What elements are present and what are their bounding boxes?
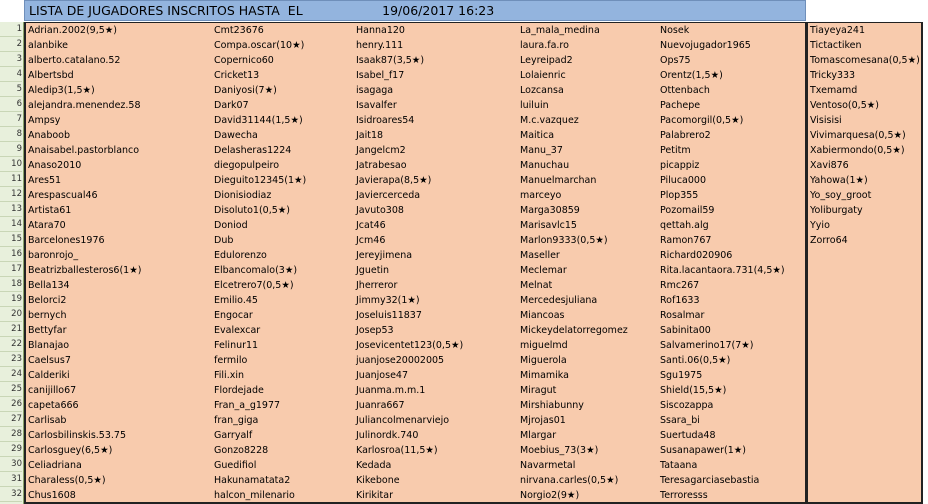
player-cell[interactable]: Carlisab <box>28 415 67 426</box>
player-cell[interactable]: Yoliburgaty <box>810 205 863 216</box>
player-cell[interactable]: David31144(1,5★) <box>214 115 303 126</box>
player-cell[interactable]: henry.111 <box>356 40 404 51</box>
player-cell[interactable]: Piluca000 <box>660 175 706 186</box>
player-cell[interactable]: Marga30859 <box>520 205 580 216</box>
player-cell[interactable]: baronrojo_ <box>28 250 79 261</box>
player-cell[interactable]: fran_giga <box>214 415 259 426</box>
player-cell[interactable]: Manuchau <box>520 160 570 171</box>
player-cell[interactable]: Felinur11 <box>214 340 259 351</box>
player-cell[interactable]: Tataana <box>660 460 698 471</box>
player-cell[interactable]: Ssara_bi <box>660 415 700 426</box>
player-cell[interactable]: Carlosguey(6,5★) <box>28 445 113 456</box>
player-cell[interactable]: Miragut <box>520 385 557 396</box>
player-cell[interactable]: Ares51 <box>28 175 62 186</box>
player-cell[interactable]: Beatrizballesteros6(1★) <box>28 265 142 276</box>
player-cell[interactable]: Yahowa(1★) <box>810 175 868 186</box>
title-text: LISTA DE JUGADORES INSCRITOS HASTA EL <box>29 3 303 18</box>
player-cell[interactable]: Meclemar <box>520 265 567 276</box>
player-cell[interactable]: Kirikitar <box>356 490 394 501</box>
player-cell[interactable]: luiluin <box>520 100 549 111</box>
player-cell[interactable]: fermilo <box>214 355 248 366</box>
player-cell[interactable]: Nuevojugador1965 <box>660 40 751 51</box>
player-cell[interactable]: Evalexcar <box>214 325 261 336</box>
player-cell[interactable]: Mlargar <box>520 430 557 441</box>
player-cell[interactable]: Barcelones1976 <box>28 235 105 246</box>
player-cell[interactable]: Doniod <box>214 220 248 231</box>
row-number[interactable]: 10 <box>0 157 22 172</box>
row-number[interactable]: 29 <box>0 442 22 457</box>
player-cell[interactable]: Charaless(0,5★) <box>28 475 106 486</box>
player-cell[interactable]: Juanjose47 <box>356 370 408 381</box>
player-cell[interactable]: Sgu1975 <box>660 370 703 381</box>
player-cell[interactable]: Terroresss <box>660 490 708 501</box>
player-cell[interactable]: Miancoas <box>520 310 565 321</box>
player-cell[interactable]: miguelmd <box>520 340 568 351</box>
player-cell[interactable]: Melnat <box>520 280 553 291</box>
row-number[interactable]: 27 <box>0 412 22 427</box>
row-number[interactable]: 19 <box>0 292 22 307</box>
player-cell[interactable]: Arespascual46 <box>28 190 98 201</box>
row-number[interactable]: 9 <box>0 142 22 157</box>
player-cell[interactable]: Chus1608 <box>28 490 76 501</box>
player-cell[interactable]: La_mala_medina <box>520 25 600 36</box>
row-number[interactable]: 1 <box>0 22 22 37</box>
player-cell[interactable]: Aledip3(1,5★) <box>28 85 95 96</box>
player-cell[interactable]: Mickeydelatorregomez <box>520 325 628 336</box>
player-cell[interactable]: Cmt23676 <box>214 25 264 36</box>
player-cell[interactable]: Marisavlc15 <box>520 220 577 231</box>
player-cell[interactable]: alanbike <box>28 40 68 51</box>
row-number[interactable]: 21 <box>0 322 22 337</box>
empty-header-cell[interactable] <box>807 0 928 22</box>
player-cell[interactable]: Dionisiodiaz <box>214 190 272 201</box>
player-cell[interactable]: Dawecha <box>214 130 258 141</box>
player-cell[interactable]: Josevicentet123(0,5★) <box>356 340 464 351</box>
right-margin <box>923 22 928 504</box>
player-cell[interactable]: nirvana.carles(0,5★) <box>520 475 619 486</box>
player-cell[interactable]: Tiayeya241 <box>810 25 866 36</box>
player-cell[interactable]: Jereyjimena <box>356 250 413 261</box>
player-cell[interactable]: Isidroares54 <box>356 115 415 126</box>
player-cell[interactable]: Fran_a_g1977 <box>214 400 281 411</box>
player-cell[interactable]: Juliancolmenarviejo <box>356 415 450 426</box>
row-number[interactable]: 15 <box>0 232 22 247</box>
player-cell[interactable]: Emilio.45 <box>214 295 258 306</box>
player-cell[interactable]: Hanna120 <box>356 25 405 36</box>
player-cell[interactable]: Edulorenzo <box>214 250 267 261</box>
row-numbers <box>0 22 24 504</box>
player-cell[interactable]: Vivimarquesa(0,5★) <box>810 130 906 141</box>
row-number[interactable]: 2 <box>0 37 22 52</box>
row-number[interactable]: 18 <box>0 277 22 292</box>
player-cell[interactable]: capeta666 <box>28 400 79 411</box>
row-number[interactable]: 17 <box>0 262 22 277</box>
row-number[interactable]: 3 <box>0 52 22 67</box>
player-cell[interactable]: Gonzo8228 <box>214 445 269 456</box>
player-cell[interactable]: Celiadriana <box>28 460 82 471</box>
player-cell[interactable]: Siscozappa <box>660 400 714 411</box>
player-cell[interactable]: Delasheras1224 <box>214 145 292 156</box>
player-cell[interactable]: Bella134 <box>28 280 70 291</box>
player-cell[interactable]: juanjose20002005 <box>356 355 445 366</box>
player-cell[interactable]: isagaga <box>356 85 394 96</box>
row-number[interactable]: 6 <box>0 97 22 112</box>
player-cell[interactable]: Joseluis11837 <box>356 310 422 321</box>
player-cell[interactable]: Isaak87(3,5★) <box>356 55 425 66</box>
row-number[interactable]: 25 <box>0 382 22 397</box>
player-cell[interactable]: Anaboob <box>28 130 71 141</box>
row-number[interactable]: 22 <box>0 337 22 352</box>
player-cell[interactable]: Yyio <box>810 220 830 231</box>
player-cell[interactable]: Elbancomalo(3★) <box>214 265 298 276</box>
row-number[interactable]: 30 <box>0 457 22 472</box>
player-cell[interactable]: Compa.oscar(10★) <box>214 40 305 51</box>
player-cell[interactable]: Tictactiken <box>810 40 862 51</box>
player-cell[interactable]: Tomascomesana(0,5★) <box>810 55 920 66</box>
player-cell[interactable]: Bettyfar <box>28 325 67 336</box>
player-cell[interactable]: Mirshiabunny <box>520 400 584 411</box>
player-cell[interactable]: Teresagarciasebastia <box>660 475 760 486</box>
player-cell[interactable]: Rmc267 <box>660 280 700 291</box>
player-cell[interactable]: Javierapa(8,5★) <box>356 175 432 186</box>
player-cell[interactable]: Belorci2 <box>28 295 67 306</box>
player-cell[interactable]: Adrian.2002(9,5★) <box>28 25 117 36</box>
player-cell[interactable]: Visisisi <box>810 115 842 126</box>
corner-cell[interactable] <box>0 0 24 22</box>
player-cell[interactable]: Lolaienric <box>520 70 566 81</box>
player-cell[interactable]: Navarmetal <box>520 460 576 471</box>
player-cell[interactable]: halcon_milenario <box>214 490 295 501</box>
player-cell[interactable]: Pozomail59 <box>660 205 715 216</box>
player-cell[interactable]: Jangelcm2 <box>356 145 406 156</box>
title-row <box>0 0 928 22</box>
row-number[interactable]: 5 <box>0 82 22 97</box>
player-cell[interactable]: Javuto308 <box>356 205 404 216</box>
player-cell[interactable]: Sabinita00 <box>660 325 711 336</box>
row-number[interactable]: 13 <box>0 202 22 217</box>
player-cell[interactable]: Rita.lacantaora.731(4,5★) <box>660 265 785 276</box>
player-cell[interactable]: Pacomorgil(0,5★) <box>660 115 744 126</box>
row-number[interactable]: 26 <box>0 397 22 412</box>
player-cell[interactable]: Carlosbilinskis.53.75 <box>28 430 126 441</box>
player-cell[interactable]: Jatrabesao <box>356 160 407 171</box>
player-cell[interactable]: Dub <box>214 235 234 246</box>
player-cell[interactable]: marceyo <box>520 190 562 201</box>
player-cell[interactable]: Anaisabel.pastorblanco <box>28 145 140 156</box>
player-cell[interactable]: Dark07 <box>214 100 249 111</box>
row-number[interactable]: 8 <box>0 127 22 142</box>
player-cell[interactable]: Santi.06(0,5★) <box>660 355 731 366</box>
player-cell[interactable]: Rosalmar <box>660 310 705 321</box>
player-cell[interactable]: Leyreipad2 <box>520 55 573 66</box>
row-number[interactable]: 12 <box>0 187 22 202</box>
player-cell[interactable]: Txemamd <box>810 85 858 96</box>
player-cell[interactable]: Fili.xin <box>214 370 244 381</box>
player-cell[interactable]: Engocar <box>214 310 253 321</box>
player-cell[interactable]: Hakunamatata2 <box>214 475 291 486</box>
player-cell[interactable]: Orentz(1,5★) <box>660 70 723 81</box>
player-cell[interactable]: Norgio2(9★) <box>520 490 580 501</box>
player-cell[interactable]: Blanajao <box>28 340 70 351</box>
row-number[interactable]: 4 <box>0 67 22 82</box>
player-cell[interactable]: Ampsy <box>28 115 61 126</box>
row-number[interactable]: 31 <box>0 472 22 487</box>
player-cell[interactable]: Xavi876 <box>810 160 849 171</box>
player-cell[interactable]: Isabel_f17 <box>356 70 405 81</box>
player-cell[interactable]: Flordejade <box>214 385 264 396</box>
player-cell[interactable]: canijillo67 <box>28 385 77 396</box>
player-cell[interactable]: Artista61 <box>28 205 72 216</box>
player-cell[interactable]: Miguerola <box>520 355 567 366</box>
player-cell[interactable]: Plop355 <box>660 190 699 201</box>
player-cell[interactable]: Palabrero2 <box>660 130 711 141</box>
player-cell[interactable]: Juanra667 <box>356 400 405 411</box>
player-cell[interactable]: Susanapawer(1★) <box>660 445 747 456</box>
title-date: 19/06/2017 16:23 <box>382 3 495 18</box>
player-cell[interactable]: Mercedesjuliana <box>520 295 598 306</box>
row-number[interactable]: 20 <box>0 307 22 322</box>
player-cell[interactable]: laura.fa.ro <box>520 40 569 51</box>
player-cell[interactable]: qettah.alg <box>660 220 709 231</box>
player-cell[interactable]: Yo_soy_groot <box>810 190 872 201</box>
row-number[interactable]: 32 <box>0 487 22 502</box>
player-cell[interactable]: Tricky333 <box>810 70 856 81</box>
player-cell[interactable]: Richard020906 <box>660 250 733 261</box>
row-number[interactable]: 14 <box>0 217 22 232</box>
player-cell[interactable]: Kikebone <box>356 475 400 486</box>
player-cell[interactable]: Disoluto1(0,5★) <box>214 205 290 216</box>
player-cell[interactable]: Albertsbd <box>28 70 74 81</box>
player-cell[interactable]: Dieguito12345(1★) <box>214 175 307 186</box>
player-cell[interactable]: Jcm46 <box>356 235 386 246</box>
player-cell[interactable]: Maitica <box>520 130 555 141</box>
player-cell[interactable]: Xabiermondo(0,5★) <box>810 145 905 156</box>
player-cell[interactable]: Suertuda48 <box>660 430 716 441</box>
player-cell[interactable]: Ventoso(0,5★) <box>810 100 879 111</box>
row-number[interactable]: 16 <box>0 247 22 262</box>
player-cell[interactable]: Nosek <box>660 25 690 36</box>
player-cell[interactable]: Zorro64 <box>810 235 848 246</box>
player-cell[interactable]: Pachepe <box>660 100 701 111</box>
player-cell[interactable]: Salvamerino17(7★) <box>660 340 754 351</box>
row-number[interactable]: 28 <box>0 427 22 442</box>
player-cell[interactable]: Caelsus7 <box>28 355 71 366</box>
player-cell[interactable]: Jimmy32(1★) <box>356 295 420 306</box>
player-cell[interactable]: Atara70 <box>28 220 66 231</box>
player-cell[interactable]: Elcetrero7(0,5★) <box>214 280 294 291</box>
player-cell[interactable]: Jcat46 <box>356 220 386 231</box>
player-cell[interactable]: Manuelmarchan <box>520 175 597 186</box>
player-cell[interactable]: Petitm <box>660 145 691 156</box>
player-cell[interactable]: alberto.catalano.52 <box>28 55 121 66</box>
player-cell[interactable]: Moebius_73(3★) <box>520 445 599 456</box>
player-cell[interactable]: Manu_37 <box>520 145 563 156</box>
player-cell[interactable]: Ops75 <box>660 55 691 66</box>
player-cell[interactable]: Julinordk.740 <box>356 430 419 441</box>
player-cell[interactable]: M.c.vazquez <box>520 115 579 126</box>
row-number[interactable]: 23 <box>0 352 22 367</box>
player-cell[interactable]: Mjrojas01 <box>520 415 566 426</box>
player-cell[interactable]: picappiz <box>660 160 700 171</box>
player-cell[interactable]: Jguetin <box>356 265 390 276</box>
player-cell[interactable]: Josep53 <box>356 325 394 336</box>
player-cell[interactable]: Rof1633 <box>660 295 700 306</box>
players-table-main <box>24 22 807 504</box>
player-cell[interactable]: Shield(15,5★) <box>660 385 727 396</box>
sheet-title[interactable] <box>24 0 806 21</box>
player-cell[interactable]: Copernico60 <box>214 55 274 66</box>
player-cell[interactable]: Jait18 <box>356 130 384 141</box>
player-cell[interactable]: diegopulpeiro <box>214 160 280 171</box>
player-cell[interactable]: Daniyosi(7★) <box>214 85 277 96</box>
player-cell[interactable]: bernych <box>28 310 67 321</box>
player-cell[interactable]: Mimamika <box>520 370 569 381</box>
players-table-side <box>807 22 923 504</box>
player-cell[interactable]: Jherreror <box>356 280 398 291</box>
player-cell[interactable]: Maseller <box>520 250 560 261</box>
player-cell[interactable]: Calderiki <box>28 370 70 381</box>
player-cell[interactable]: Javiercerceda <box>356 190 421 201</box>
player-cell[interactable]: Karlosroa(11,5★) <box>356 445 438 456</box>
player-cell[interactable]: Marlon9333(0,5★) <box>520 235 608 246</box>
player-cell[interactable]: Guedifiol <box>214 460 257 471</box>
player-cell[interactable]: Lozcansa <box>520 85 564 96</box>
player-cell[interactable]: alejandra.menendez.58 <box>28 100 141 111</box>
row-number[interactable]: 24 <box>0 367 22 382</box>
player-cell[interactable]: Isavalfer <box>356 100 397 111</box>
player-cell[interactable]: Cricket13 <box>214 70 260 81</box>
row-number[interactable]: 7 <box>0 112 22 127</box>
player-cell[interactable]: Garryalf <box>214 430 253 441</box>
player-cell[interactable]: Kedada <box>356 460 392 471</box>
player-cell[interactable]: Juanma.m.m.1 <box>356 385 426 396</box>
row-number[interactable]: 11 <box>0 172 22 187</box>
player-cell[interactable]: Ramon767 <box>660 235 712 246</box>
player-cell[interactable]: Ottenbach <box>660 85 710 96</box>
player-cell[interactable]: Anaso2010 <box>28 160 82 171</box>
